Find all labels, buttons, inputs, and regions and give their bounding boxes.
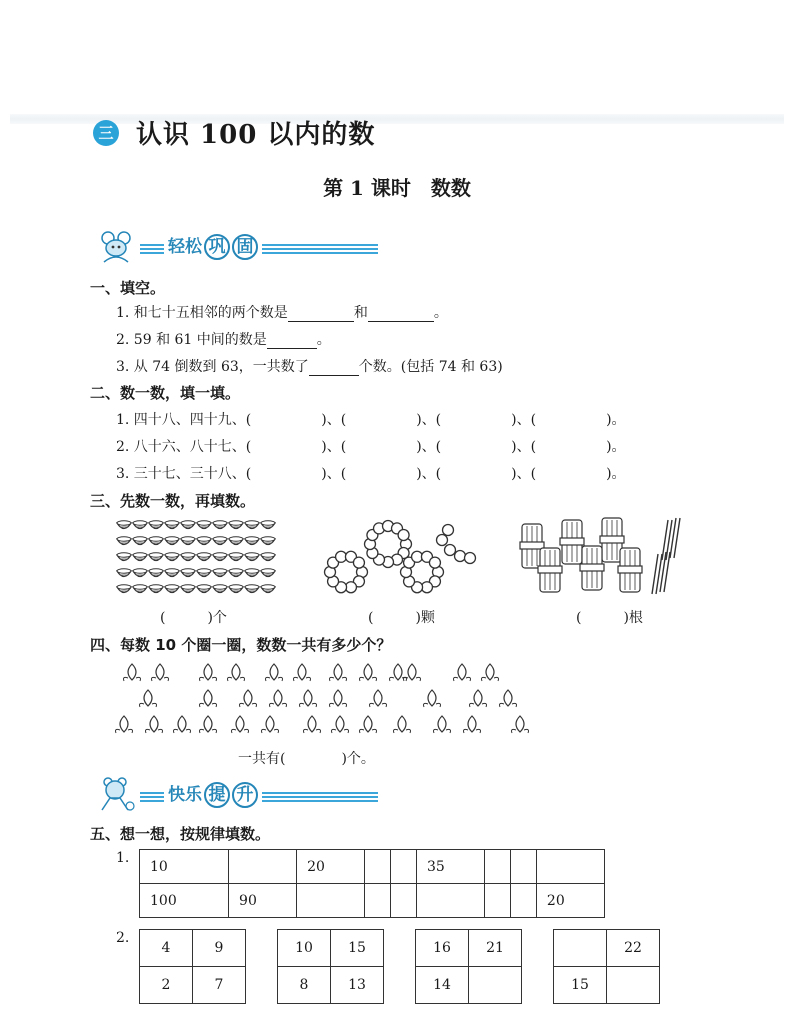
q2-row: 3. 三十七、三十八、( )、( )、( )、( )。: [116, 466, 626, 482]
q5-2-label: 2.: [116, 930, 130, 946]
peach-icon: [458, 664, 466, 680]
table-cell[interactable]: 20: [536, 884, 604, 918]
peach-icon: [504, 690, 512, 706]
table-cell[interactable]: [485, 884, 511, 918]
peach-icon: [364, 664, 372, 680]
peach-icon: [144, 690, 152, 706]
table-cell[interactable]: [391, 884, 417, 918]
peach-icon: [486, 664, 494, 680]
answer-blank[interactable]: [288, 321, 354, 322]
top-band: [10, 114, 784, 124]
mouse-mascot-icon: [94, 226, 140, 266]
q2-row: 1. 四十八、四十九、( )、( )、( )、( )。: [116, 412, 626, 428]
peach-icon: [270, 664, 278, 680]
peach-icon: [178, 716, 186, 732]
section-2-title: 二、数一数，填一填。: [90, 384, 241, 402]
number-box: 10 15 8 13: [277, 929, 384, 1004]
count-answer-bowls: ( )个: [160, 610, 227, 626]
section-banner-consolidate: [92, 226, 342, 268]
answer-blank[interactable]: [267, 348, 317, 349]
peach-icon: [364, 716, 372, 732]
bead-icon: [437, 535, 448, 546]
count-answer-sticks: ( )根: [576, 610, 643, 626]
q1-1: 1. 和七十五相邻的两个数是 和 。: [116, 305, 448, 321]
table-cell[interactable]: 35: [416, 850, 484, 884]
peach-icon: [120, 716, 128, 732]
peach-icon: [408, 664, 416, 680]
peach-icon: [150, 716, 158, 732]
peach-icon: [308, 716, 316, 732]
peach-icon: [204, 664, 212, 680]
bear-mascot-icon: [94, 774, 140, 814]
table-cell[interactable]: 90: [229, 884, 297, 918]
table-cell[interactable]: [485, 850, 511, 884]
bead-icon: [445, 545, 456, 556]
banner-title: 快乐 提 升: [164, 780, 262, 808]
bead-icon: [353, 557, 364, 568]
unit-title: 认识 100 以内的数: [136, 120, 376, 150]
q1-2: 2. 59 和 61 中间的数是 。: [116, 332, 331, 348]
table-cell[interactable]: 100: [140, 884, 229, 918]
number-box: 16 21 14: [415, 929, 522, 1004]
peaches-illustration: [112, 656, 552, 746]
section-4-title: 四、每数 10 个圈一圈，数数一共有多少个？: [90, 636, 392, 654]
peach-icon: [128, 664, 136, 680]
peach-icon: [438, 716, 446, 732]
peach-icon: [274, 690, 282, 706]
peach-count-answer: 一共有( )个。: [238, 751, 375, 767]
table-cell[interactable]: [416, 884, 484, 918]
peach-icon: [244, 690, 252, 706]
peach-icon: [468, 716, 476, 732]
peach-icon: [428, 690, 436, 706]
peach-icon: [394, 664, 402, 680]
answer-blank[interactable]: [368, 321, 434, 322]
bead-icon: [455, 551, 466, 562]
table-cell[interactable]: 20: [297, 850, 365, 884]
peach-icon: [266, 716, 274, 732]
peach-icon: [298, 664, 306, 680]
section-3-title: 三、先数一数，再填数。: [90, 492, 256, 510]
banner-title: 轻松 巩 固: [164, 232, 262, 260]
peach-icon: [336, 716, 344, 732]
peach-icon: [304, 690, 312, 706]
peach-icon: [334, 664, 342, 680]
peach-icon: [156, 664, 164, 680]
section-banner-improve: [92, 774, 342, 816]
table-cell[interactable]: [365, 884, 391, 918]
table-cell[interactable]: [229, 850, 297, 884]
count-answer-beads: ( )颗: [368, 610, 435, 626]
q1-3: 3. 从 74 倒数到 63，一共数了 个数。(包括 74 和 63): [116, 359, 503, 375]
sticks-illustration: [512, 514, 692, 604]
peach-icon: [516, 716, 524, 732]
answer-blank[interactable]: [309, 375, 359, 376]
q5-1-label: 1.: [116, 850, 130, 866]
peach-icon: [374, 690, 382, 706]
bead-icon: [443, 525, 454, 536]
section-1-title: 一、填空。: [90, 279, 166, 297]
unit-badge: 三: [93, 120, 119, 146]
peach-icon: [232, 664, 240, 680]
bowls-illustration: [114, 516, 280, 598]
table-cell[interactable]: [510, 850, 536, 884]
table-cell[interactable]: [510, 884, 536, 918]
peach-icon: [204, 716, 212, 732]
table-cell[interactable]: [536, 850, 604, 884]
peach-icon: [398, 716, 406, 732]
q2-row: 2. 八十六、八十七、( )、( )、( )、( )。: [116, 439, 626, 455]
peach-icon: [204, 690, 212, 706]
beads-illustration: [322, 516, 482, 598]
bead-icon: [465, 553, 476, 564]
table-cell[interactable]: 10: [140, 850, 229, 884]
peach-icon: [236, 716, 244, 732]
peach-icon: [334, 690, 342, 706]
bead-icon: [398, 530, 409, 541]
number-box: 22 15: [553, 929, 660, 1004]
table-cell[interactable]: [365, 850, 391, 884]
peach-icon: [474, 690, 482, 706]
section-5-title: 五、想一想，按规律填数。: [90, 825, 271, 843]
table-cell[interactable]: [297, 884, 365, 918]
bead-icon: [429, 557, 440, 568]
table-cell[interactable]: [391, 850, 417, 884]
pattern-table: [139, 849, 605, 918]
lesson-title: 第 1 课时 数数: [323, 176, 471, 200]
number-box: 4 9 2 7: [139, 929, 246, 1004]
